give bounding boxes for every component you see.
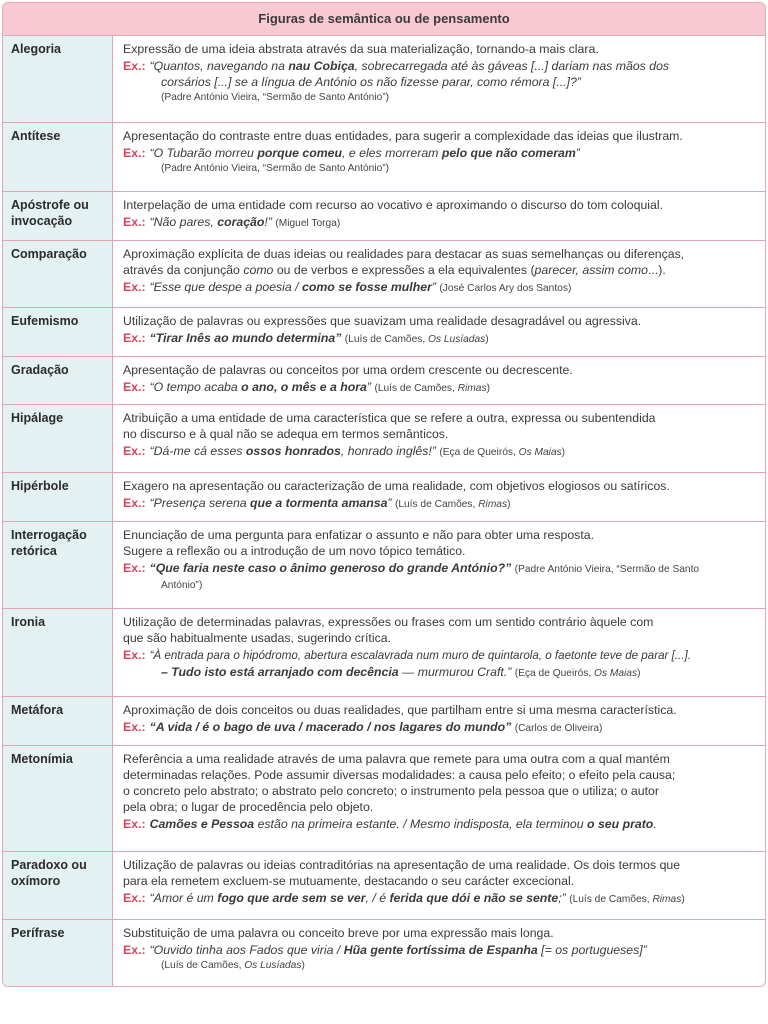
table-row [3, 192, 765, 241]
table-row [3, 522, 765, 609]
definition: Utilização de palavras ou expressões que suavizam uma realidade desagradável ou agressiva. Ex.: “Tirar Inês ao mundo determina” (Luís de Camões, Os Lusíadas) [123, 314, 642, 345]
table-row [3, 852, 765, 920]
definition: Apresentação do contraste entre duas entidades, para sugerir a complexidade das ideias que ilustram. Ex.: “O Tubarão morreu porque comeu, e eles morreram pelo que não comeram” (Padre António Vieira, “Sermão de Santo António”) [113, 123, 765, 191]
example-source: (Miguel Torga) [275, 218, 341, 229]
example-source: (Padre António Vieira, “Sermão de Santo António”) [161, 163, 390, 174]
example-source: (Padre António Vieira, “Sermão de Santo António”) [161, 92, 390, 103]
definition: Utilização de determinadas palavras, expressões ou frases com um sentido contrário àquele com que são habitualmente usadas, sugerindo crítica. Ex.: “À entrada para o hipódromo, abertura escalavrada num muro de quintarola, o faetonte teve de parar [...]. – Tudo isto está arranjado com decência — murmurou Craft.” (Eça de Queirós, Os Maias) [123, 615, 691, 679]
example-source: (Luís de Camões, Rimas) [374, 383, 490, 394]
example-label: Ex.: [123, 444, 146, 458]
definition: Expressão de uma ideia abstrata através da sua materialização, tornando-a mais clara. Ex.: “Quantos, navegando na nau Cobiça, sobrecarregada até às gáveas [...] dariam nas mãos dos corsários [...] se a língua de António os não fizesse parar, como rémora [...]?” (Padre António Vieira, “Sermão de Santo António”) [113, 36, 765, 122]
definition: Aproximação de dois conceitos ou duas realidades, que partilham entre si uma mesma característica. Ex.: “A vida / é o bago de uva / macerado / nos lagares do mundo” (Carlos de Oliveira) [123, 703, 677, 734]
term-alegoria: Alegoria [3, 36, 113, 122]
term-apostrofe: Apóstrofe ou invocação [3, 192, 113, 240]
example-source: (José Carlos Ary dos Santos) [439, 283, 572, 294]
example-label: Ex.: [123, 380, 146, 394]
definition: Enunciação de uma pergunta para enfatizar o assunto e não para obter uma resposta. Sugere a reflexão ou a introdução de um novo tópico temático. Ex.: “Que faria neste caso o ânimo generoso do grande António?” (Padre António Vieira, “Sermão de Santo António”) [113, 522, 765, 608]
term-perifrase: Perífrase [3, 920, 113, 986]
term-ironia: Ironia [3, 609, 113, 696]
table-row [3, 609, 765, 697]
table-row [3, 123, 765, 192]
definition: Aproximação explícita de duas ideias ou realidades para destacar as suas semelhanças ou diferenças, através da conjunção como ou de verbos e expressões a ela equivalentes (parecer, assim como...). Ex.: “Esse que despe a poesia / como se fosse mulher” (José Carlos Ary dos Santos) [123, 247, 685, 294]
example-label: Ex.: [123, 943, 146, 957]
example-label: Ex.: [123, 331, 146, 345]
example-label: Ex.: [123, 891, 146, 905]
definition: Atribuição a uma entidade de uma característica que se refere a outra, expressa ou subentendida no discurso e à qual não se adequa em termos semânticos. Ex.: “Dá-me cá esses ossos honrados, honrado inglês!” (Eça de Queirós, Os Maias) [123, 411, 656, 458]
example-source: (Eça de Queirós, Os Maias) [439, 447, 566, 458]
example-source: (Luís de Camões, Rimas) [394, 499, 511, 510]
term-eufemismo: Eufemismo [3, 308, 113, 356]
table-row [3, 697, 765, 746]
definition: Interpelação de uma entidade com recurso ao vocativo e aproximando o discurso do tom coloquial. Ex.: “Não pares, coração!” (Miguel Torga) [123, 198, 664, 229]
example-source: (Luís de Camões, Os Lusíadas) [161, 960, 305, 971]
table-row [3, 920, 765, 986]
figures-table [2, 2, 766, 987]
definition: Utilização de palavras ou ideias contraditórias na apresentação de uma realidade. Os dois termos que para ela remetem excluem-se mutuamente, destacando o seu carácter excecional. Ex.: “Amor é um fogo que arde sem se ver, / é ferida que dói e não se sente;” (Luís de Camões, Rimas) [123, 858, 685, 905]
term-antitese: Antítese [3, 123, 113, 191]
table-row [3, 357, 765, 405]
term-hipalage: Hipálage [3, 405, 113, 472]
example-source: (Carlos de Oliveira) [514, 723, 603, 734]
table-row [3, 746, 765, 852]
example-label: Ex.: [123, 215, 146, 229]
definition: Substituição de uma palavra ou conceito breve por uma expressão mais longa. Ex.: “Ouvido tinha aos Fados que viria / Hũa gente fortíssima de Espanha [= os portugueses]” (Luís de Camões, Os Lusíadas) [113, 920, 765, 986]
term-comparacao: Comparação [3, 241, 113, 307]
example-label: Ex.: [123, 648, 146, 662]
term-metonimia: Metonímia [3, 746, 113, 851]
example-label: Ex.: [123, 561, 146, 575]
term-hiperbole: Hipérbole [3, 473, 113, 521]
definition: Exagero na apresentação ou caracterização de uma realidade, com objetivos elogiosos ou satíricos. Ex.: “Presença serena que a tormenta amansa” (Luís de Camões, Rimas) [123, 479, 670, 510]
example-label: Ex.: [123, 146, 146, 160]
example-label: Ex.: [123, 720, 146, 734]
definition: Apresentação de palavras ou conceitos por uma ordem crescente ou decrescente. Ex.: “O tempo acaba o ano, o mês e a hora” (Luís de Camões, Rimas) [123, 363, 573, 394]
table-row [3, 36, 765, 123]
table-row [3, 473, 765, 522]
term-interrogacao-retorica: Interrogação retórica [3, 522, 113, 608]
example-source: (Padre António Vieira, “Sermão de Santo [514, 564, 700, 575]
definition: Referência a uma realidade através de uma palavra que remete para uma outra com a qual mantém determinadas relações. Pode assumir diversas modalidades: a causa pelo efeito; o efeito pela causa; o concreto pelo abstrato; o abstrato pelo concreto; o instrumento pela pessoa que o utiliza; o autor pela obra; o lugar de procedência pelo objeto. Ex.: Camões e Pessoa estão na primeira estante. / Mesmo indisposta, ela terminou o seu prato. [123, 752, 676, 831]
term-paradoxo: Paradoxo ou oxímoro [3, 852, 113, 919]
example-source: (Luís de Camões, Os Lusíadas) [344, 334, 489, 345]
table-title: Figuras de semântica ou de pensamento [3, 3, 765, 36]
example-label: Ex.: [123, 496, 146, 510]
term-gradacao: Gradação [3, 357, 113, 404]
example-label: Ex.: [123, 59, 146, 73]
example-label: Ex.: [123, 817, 146, 831]
example-label: Ex.: [123, 280, 146, 294]
table-row [3, 405, 765, 473]
example-source: (Luís de Camões, Rimas) [569, 894, 685, 905]
example-source: (Eça de Queirós, Os Maias) [514, 668, 641, 679]
example-source-cont: António”) [161, 580, 203, 591]
term-metafora: Metáfora [3, 697, 113, 745]
table-row [3, 241, 765, 308]
table-row [3, 308, 765, 357]
